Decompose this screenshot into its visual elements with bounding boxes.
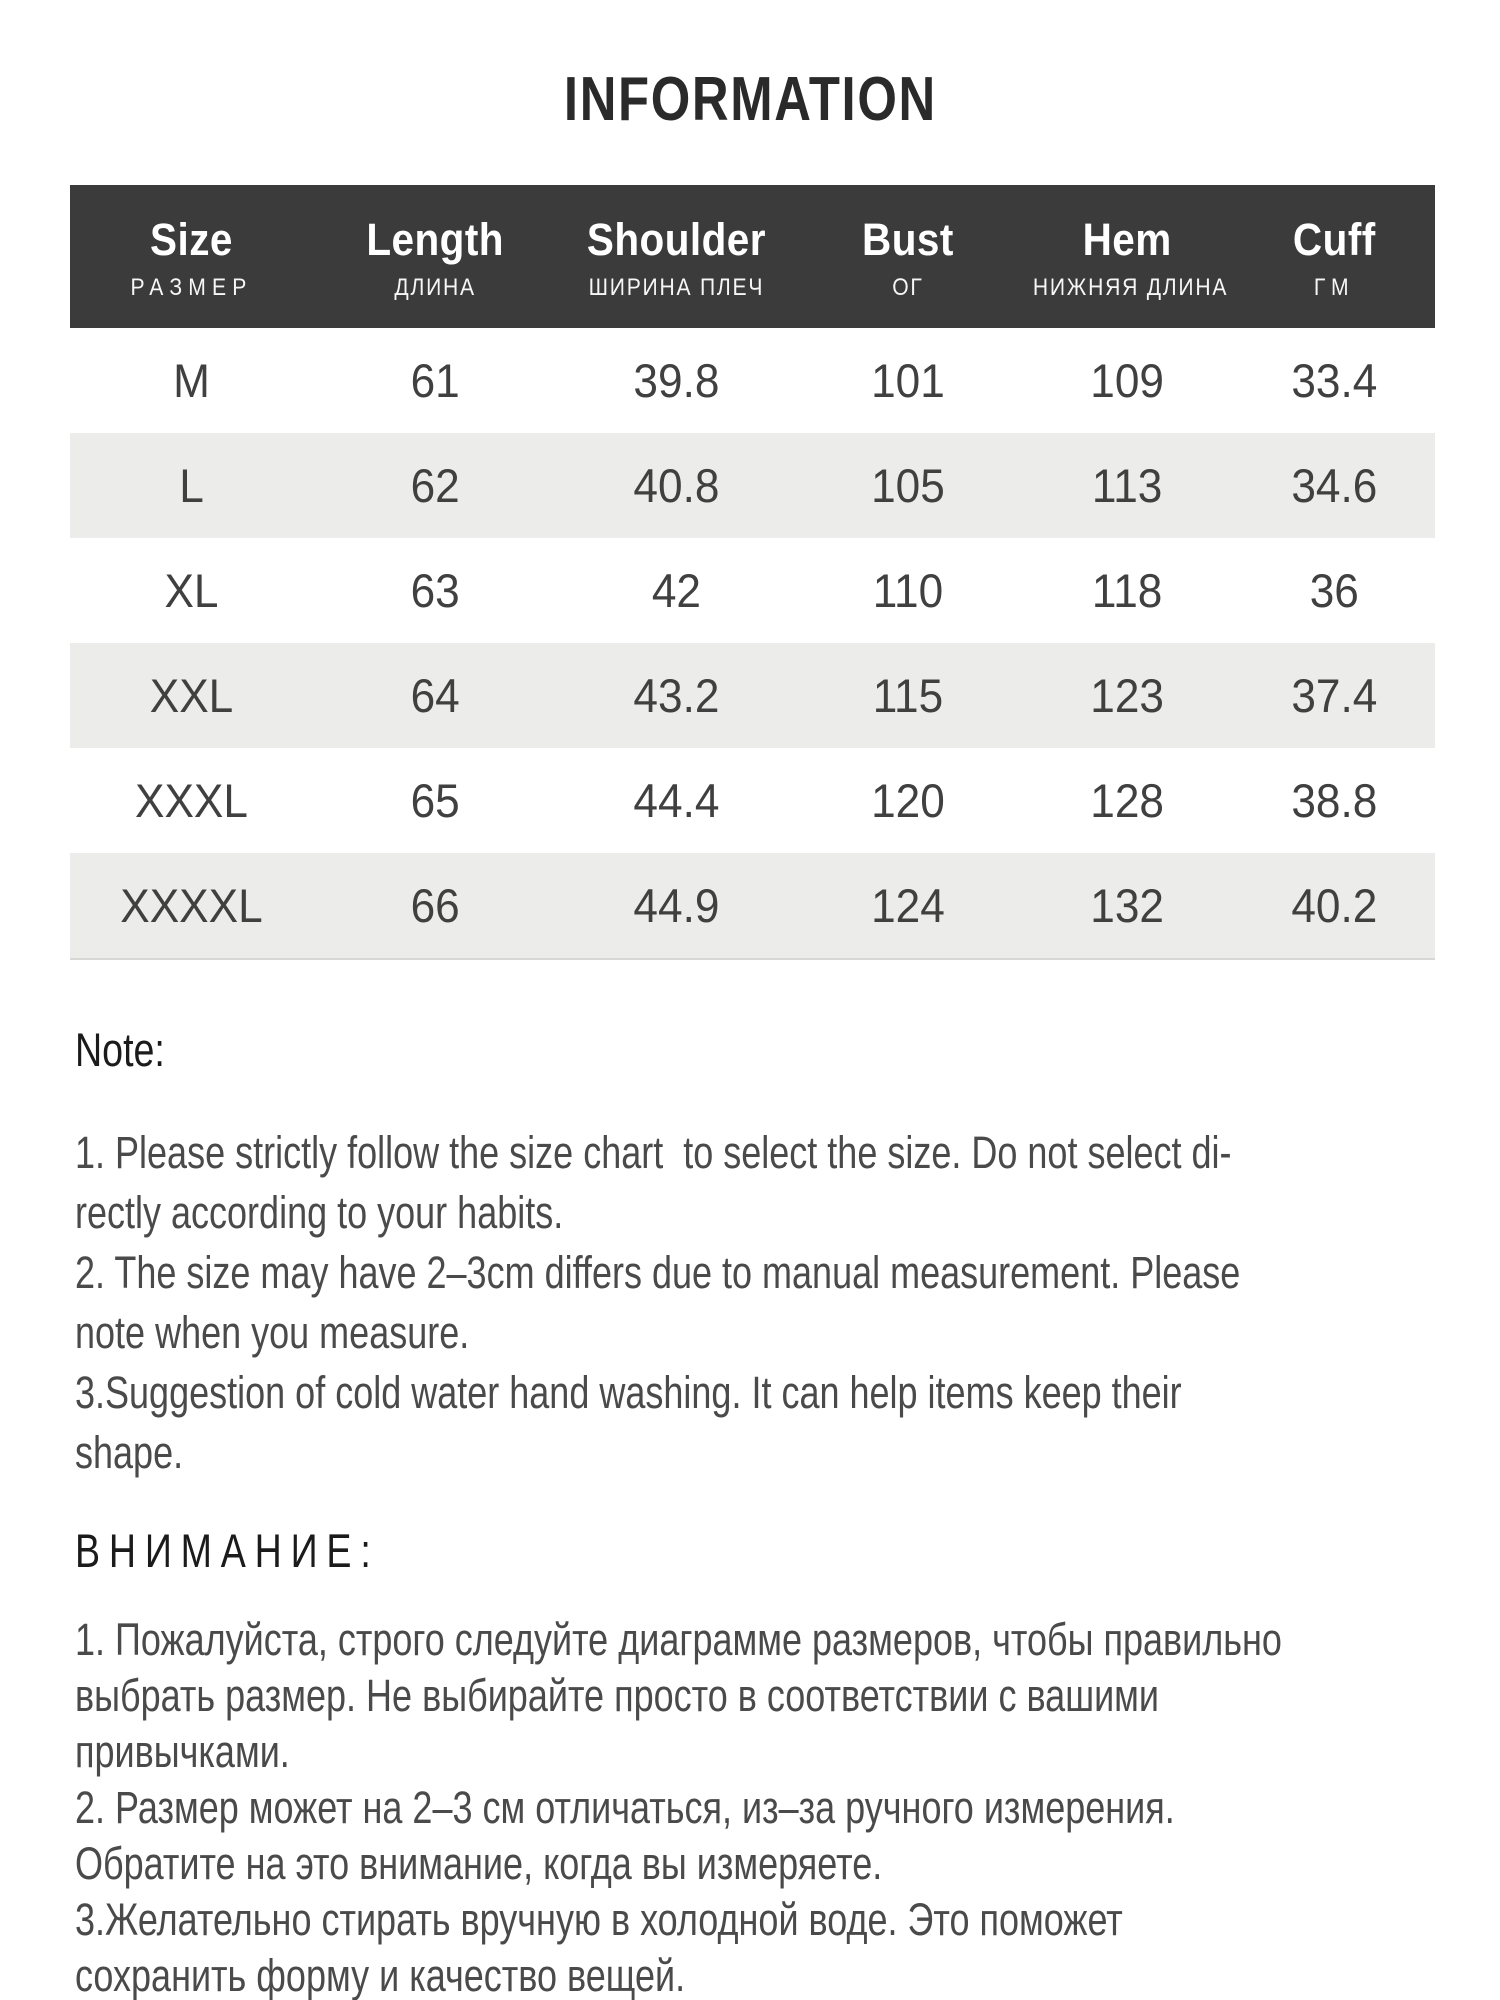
cell-length: 63 [410, 564, 460, 618]
cell-cuff: 36 [1310, 564, 1360, 618]
cell-bust: 110 [872, 564, 944, 618]
cell-cuff: 33.4 [1291, 354, 1378, 408]
cell-hem: 132 [1090, 879, 1165, 933]
table-row-xxxxl [70, 853, 1435, 958]
cell-hem: 113 [1091, 459, 1163, 513]
size-chart-table [70, 185, 1435, 960]
column-label-en: Size [150, 214, 233, 265]
column-label-ru: ОГ [892, 274, 924, 302]
table-row-xl [70, 538, 1435, 643]
cell-shoulder: 39.8 [633, 354, 720, 408]
note-line: 2. Размер может на 2–3 см отличаться, из–за ручного измерения. [75, 1782, 1175, 1834]
column-label-en: Cuff [1293, 214, 1377, 265]
cell-hem: 123 [1090, 669, 1165, 723]
column-label-en: Length [366, 214, 504, 265]
note-line: 2. The size may have 2–3cm differs due to manual measurement. Please [75, 1247, 1241, 1299]
column-label-en: Bust [862, 214, 954, 265]
column-label-ru: ГМ [1314, 274, 1356, 302]
note-line: shape. [75, 1427, 184, 1479]
cell-length: 62 [410, 459, 460, 513]
cell-hem: 118 [1091, 564, 1163, 618]
column-header-length [313, 215, 557, 302]
cell-cuff: 37.4 [1291, 669, 1378, 723]
note-heading-ru: ВНИМАНИЕ: [75, 1524, 380, 1578]
cell-bust: 105 [871, 459, 945, 513]
note-heading-en: Note: [75, 1023, 165, 1077]
cell-bust: 124 [871, 879, 945, 933]
cell-size: M [173, 354, 210, 408]
note-line: 3.Suggestion of cold water hand washing. It can help items keep their [75, 1367, 1182, 1419]
cell-shoulder: 44.4 [633, 774, 720, 828]
cell-shoulder: 40.8 [633, 459, 720, 513]
cell-length: 65 [410, 774, 460, 828]
cell-bust: 101 [871, 354, 945, 408]
cell-size: XXXL [134, 774, 248, 828]
cell-shoulder: 43.2 [633, 669, 720, 723]
cell-size: XXXXL [120, 879, 263, 933]
note-line: сохранить форму и качество вещей. [75, 1950, 686, 2000]
cell-length: 61 [410, 354, 460, 408]
title-bar [0, 0, 1500, 135]
size-chart-body [70, 328, 1435, 958]
column-header-cuff [1234, 215, 1435, 302]
column-label-ru: НИЖНЯЯ ДЛИНА [1032, 274, 1229, 302]
cell-length: 66 [410, 879, 460, 933]
column-label-ru: РАЗМЕР [130, 274, 253, 302]
column-label-en: Hem [1082, 214, 1172, 265]
size-chart-header [70, 185, 1435, 328]
table-row-xxxl [70, 748, 1435, 853]
cell-bust: 115 [872, 669, 944, 723]
table-row-xxl [70, 643, 1435, 748]
column-header-bust [796, 215, 1020, 302]
cell-length: 64 [410, 669, 460, 723]
column-label-ru: ШИРИНА ПЛЕЧ [588, 274, 765, 302]
note-line: 3.Желательно стирать вручную в холодной воде. Это поможет [75, 1894, 1123, 1946]
cell-hem: 109 [1090, 354, 1165, 408]
note-line: привычками. [75, 1726, 290, 1778]
note-line: Обратите на это внимание, когда вы измеряете. [75, 1838, 883, 1890]
note-line: 1. Пожалуйста, строго следуйте диаграмме размеров, чтобы правильно [75, 1614, 1282, 1666]
note-line: 1. Please strictly follow the size chart to select the size. Do not select di- [75, 1127, 1232, 1179]
column-header-shoulder [557, 215, 796, 302]
column-label-en: Shoulder [587, 214, 767, 265]
note-paragraph-ru [75, 1612, 1499, 2000]
page-title: INFORMATION [563, 65, 937, 134]
table-row-m [70, 328, 1435, 433]
note-paragraph-en [75, 1123, 1499, 1483]
cell-size: L [179, 459, 204, 513]
note-line: выбрать размер. Не выбирайте просто в соответствии с вашими [75, 1670, 1160, 1722]
cell-cuff: 40.2 [1291, 879, 1378, 933]
cell-shoulder: 44.9 [633, 879, 720, 933]
cell-shoulder: 42 [652, 564, 702, 618]
note-line: note when you measure. [75, 1307, 470, 1359]
cell-hem: 128 [1090, 774, 1165, 828]
cell-bust: 120 [871, 774, 945, 828]
column-header-size [70, 215, 313, 302]
column-label-ru: ДЛИНА [394, 274, 476, 302]
cell-size: XL [164, 564, 219, 618]
cell-size: XXL [149, 669, 234, 723]
cell-cuff: 38.8 [1291, 774, 1378, 828]
table-row-l [70, 433, 1435, 538]
column-header-hem [1020, 215, 1234, 302]
notes-area [75, 1022, 1499, 2000]
cell-cuff: 34.6 [1291, 459, 1378, 513]
note-line: rectly according to your habits. [75, 1187, 564, 1239]
